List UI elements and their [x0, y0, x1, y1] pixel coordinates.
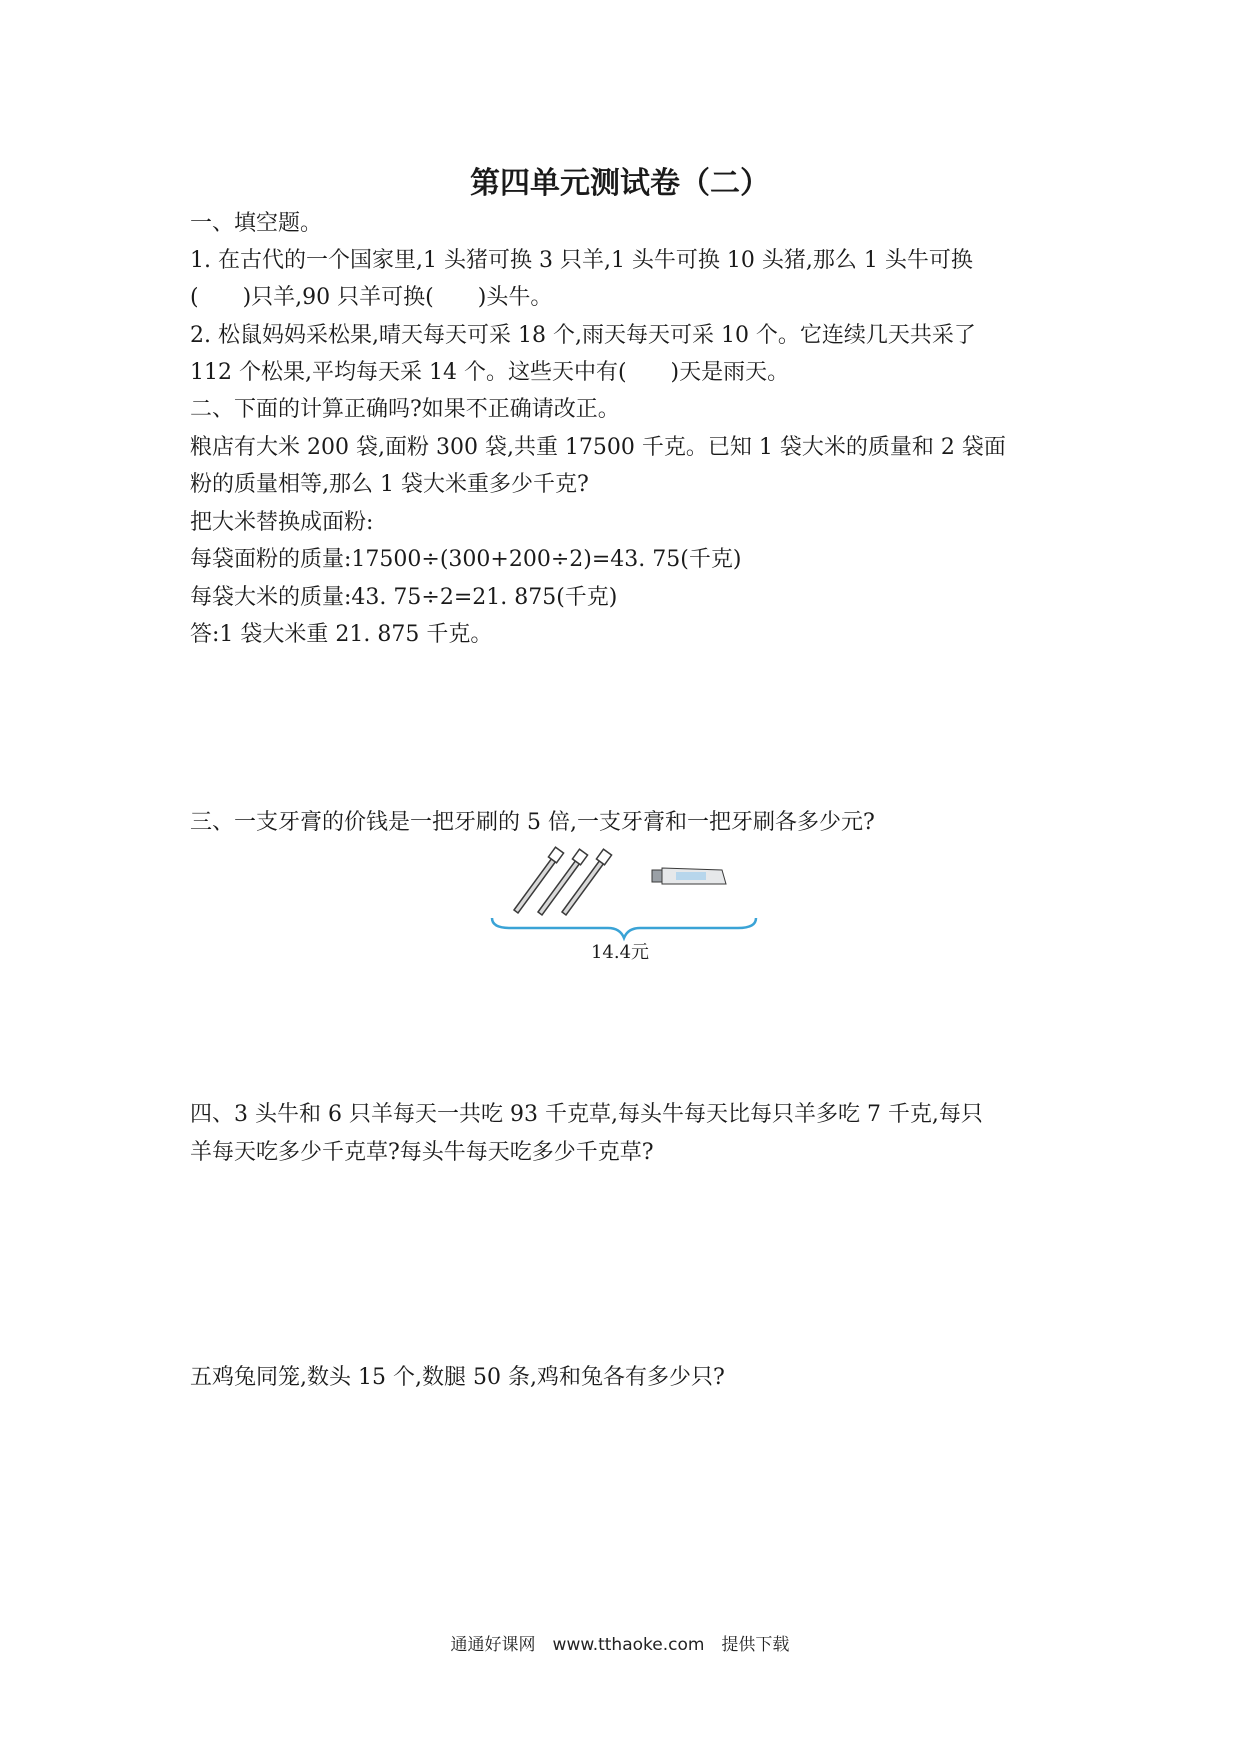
section4-line2: 羊每天吃多少千克草?每头牛每天吃多少千克草?: [190, 1140, 654, 1165]
toothbrush-icon: [562, 849, 612, 915]
toothpaste-icon: [652, 868, 726, 884]
toothbrush-toothpaste-figure: [480, 840, 760, 950]
section4-line1: 四、3 头牛和 6 只羊每天一共吃 93 千克草,每头牛每天比每只羊多吃 7 千克,每只: [190, 1102, 983, 1127]
curly-brace: [492, 918, 756, 938]
section2-answer: 答:1 袋大米重 21. 875 千克。: [190, 622, 493, 647]
footer-download-note: 通通好课网 www.tthaoke.com 提供下载: [450, 1635, 790, 1655]
section2-step2: 每袋面粉的质量:17500÷(300+200÷2)=43. 75(千克): [190, 547, 742, 572]
toothbrush-icon: [538, 849, 588, 915]
section1-heading: 一、填空题。: [190, 211, 323, 236]
section2-problem-line2: 粉的质量相等,那么 1 袋大米重多少千克?: [190, 472, 589, 497]
section2-problem-line1: 粮店有大米 200 袋,面粉 300 袋,共重 17500 千克。已知 1 袋大米的质量和 2 袋面: [190, 435, 1006, 460]
section2-step1: 把大米替换成面粉:: [190, 510, 374, 535]
page-title: 第四单元测试卷（二）: [470, 166, 770, 201]
section2-heading: 二、下面的计算正确吗?如果不正确请改正。: [190, 397, 620, 422]
section2-step3: 每袋大米的质量:43. 75÷2=21. 875(千克): [190, 585, 618, 610]
toothbrush-icon: [514, 847, 564, 913]
section3-heading: 三、一支牙膏的价钱是一把牙刷的 5 倍,一支牙膏和一把牙刷各多少元?: [190, 810, 875, 835]
q1-line2: ( )只羊,90 只羊可换( )头牛。: [190, 285, 553, 310]
q1-line1: 1. 在古代的一个国家里,1 头猪可换 3 只羊,1 头牛可换 10 头猪,那么 1 头牛可换: [190, 248, 973, 273]
section5-line1: 五鸡兔同笼,数头 15 个,数腿 50 条,鸡和兔各有多少只?: [190, 1365, 725, 1390]
q2-line2: 112 个松果,平均每天采 14 个。这些天中有( )天是雨天。: [190, 360, 790, 385]
q2-line1: 2. 松鼠妈妈采松果,晴天每天可采 18 个,雨天每天可采 10 个。它连续几天共采了: [190, 323, 976, 348]
figure-price-label: 14.4元: [590, 942, 650, 963]
